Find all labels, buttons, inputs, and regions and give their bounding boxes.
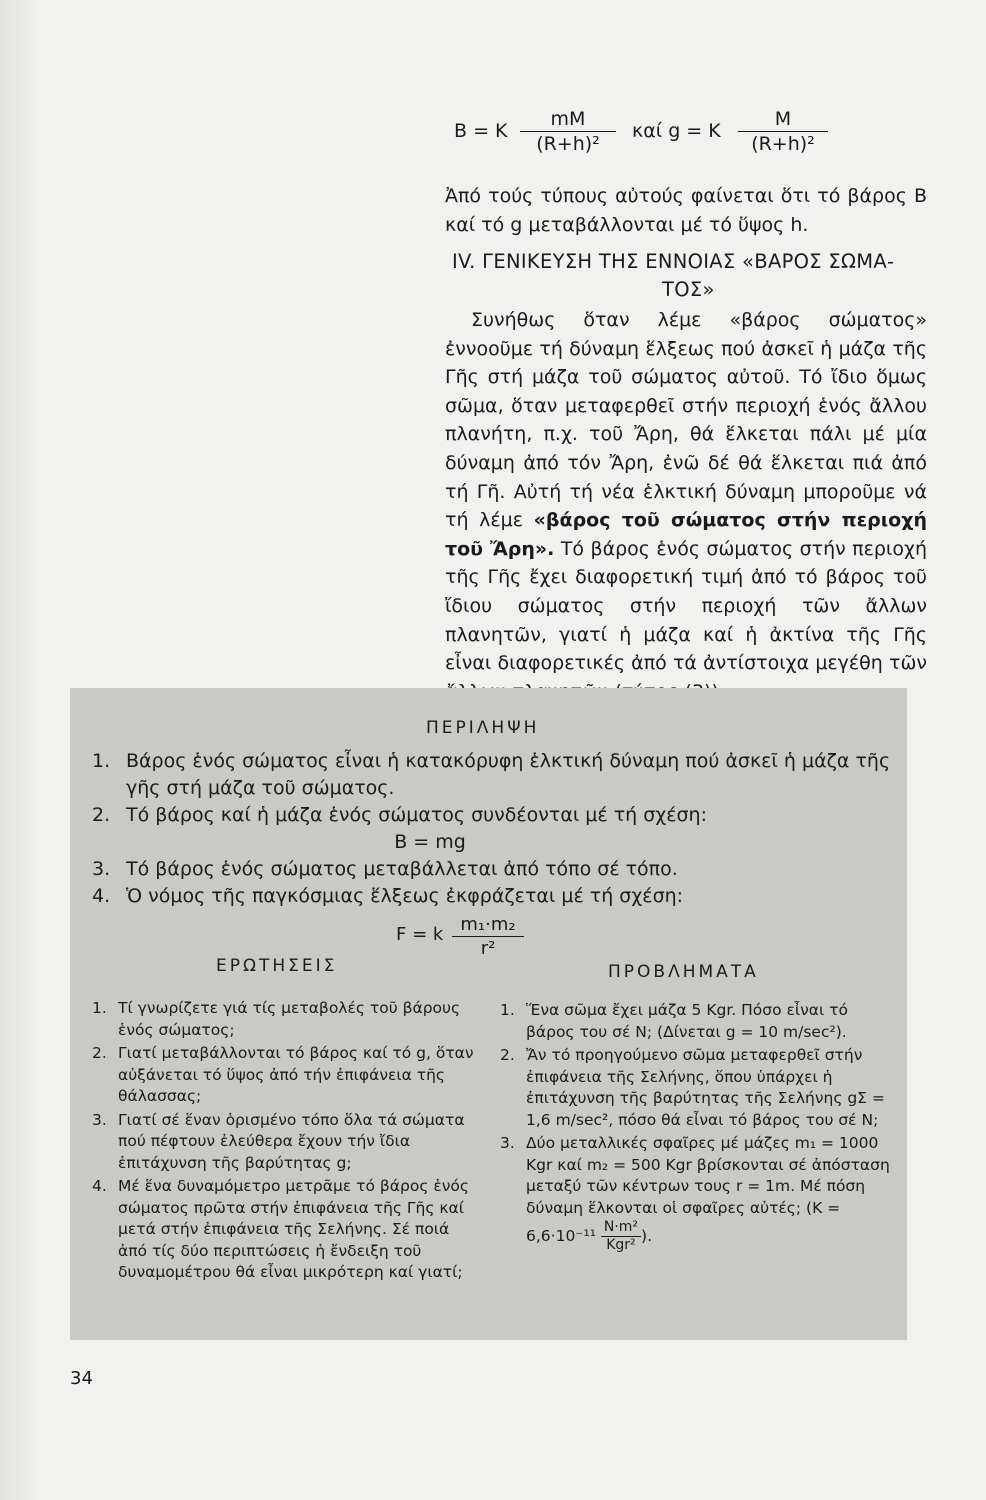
weight-numerator: mM — [520, 108, 616, 132]
summary-item-number: 1. — [92, 750, 111, 772]
unit-numerator: N·m² — [601, 1219, 641, 1237]
summary-item — [92, 883, 908, 910]
problem-text: Δύο μεταλλικές σφαῖρες μέ μάζες m₁ = 1000 Kgr καί m₂ = 500 Kgr βρίσκονται σέ ἀπόσταση μεταξύ τῶν κέντρων τους r = 1m. Μέ πόση δύναμη ἕλκονται οἱ σφαῖρες αὐτές; (K = 6,6·10⁻¹¹ — [526, 1134, 890, 1245]
summary-item — [92, 748, 908, 802]
gravitation-numerator: m₁·m₂ — [452, 914, 524, 937]
question-number: 2. — [92, 1044, 107, 1062]
gravitation-fraction — [452, 914, 524, 959]
question-text: Μέ ἕνα δυναμόμετρο μετρᾶμε τό βάρος ἑνός σώματος πρῶτα στήν ἐπιφάνεια τῆς Γῆς καί μετά στήν ἐπιφάνεια τῆς Σελήνης. Σέ ποιά ἀπό τίς δύο περιπτώσεις ἡ ἔνδειξη τοῦ δυναμομέτρου θά εἶναι μικρότερη καί γιατί; — [118, 1177, 469, 1281]
summary-item-text: Βάρος ἑνός σώματος εἶναι ἡ κατακόρυφη ἑλκτική δύναμη πού ἀσκεῖ ἡ μάζα τῆς γῆς στή μάζα τοῦ σώματος. — [126, 750, 891, 799]
summary-item-number: 2. — [92, 804, 111, 826]
weight-formula-lhs: B = K — [454, 120, 508, 142]
summary-item — [92, 856, 908, 883]
question-item — [92, 998, 474, 1041]
weight-formulas — [454, 108, 924, 172]
problem-number: 2. — [500, 1046, 515, 1064]
unit-closing: ). — [641, 1227, 653, 1245]
paragraph-1-text: Ἀπό τούς τύπους αὐτούς φαίνεται ὅτι τό βάρος B καί τό g μεταβάλλονται μέ τό ὕψος h. — [445, 185, 927, 236]
problem-item — [500, 1133, 890, 1254]
question-number: 1. — [92, 999, 107, 1017]
weight-denominator: (R+h)² — [536, 133, 600, 155]
unit-denominator: Kgr² — [606, 1237, 636, 1253]
summary-item-text: Τό βάρος καί ἡ μάζα ἑνός σώματος συνδέονται μέ τή σχέση: — [126, 804, 708, 826]
summary-item-number: 3. — [92, 858, 111, 880]
page-number: 34 — [70, 1368, 93, 1389]
paragraph-height-dependence — [445, 182, 927, 240]
problem-number: 1. — [500, 1001, 515, 1019]
questions-list — [92, 998, 474, 1286]
heading-line-1: IV. ΓΕΝΙΚΕΥΣΗ ΤΗΣ ΕΝΝΟΙΑΣ «ΒΑΡΟΣ ΣΩΜΑ- — [452, 250, 895, 273]
problem-number: 3. — [500, 1134, 515, 1152]
summary-item-text: Ὁ νόμος τῆς παγκόσμιας ἕλξεως ἐκφράζεται μέ τή σχέση: — [126, 885, 684, 907]
gravitation-denominator: r² — [480, 938, 496, 959]
heading-line-2: ΤΟΣ» — [662, 278, 715, 301]
summary-item — [92, 802, 908, 829]
page-edge-shadow — [0, 0, 40, 1500]
question-text: Γιατί σέ ἕναν ὁρισμένο τόπο ὅλα τά σώματα πού πέφτουν ἐλεύθερα ἔχουν τήν ἴδια ἐπιτάχυνση τῆς βαρύτητας g; — [118, 1110, 465, 1172]
paragraph-weight-generalization — [445, 306, 927, 706]
question-item — [92, 1176, 474, 1284]
g-formula-lhs: καί g = K — [632, 120, 721, 142]
weight-fraction — [520, 108, 616, 155]
problems-list — [500, 1000, 890, 1256]
summary-title: ΠΕΡΙΛΗΨΗ — [426, 718, 540, 738]
paragraph-2-bold-term: «βάρος τοῦ σώματος στήν περιοχή τοῦ Ἄρη». — [445, 509, 928, 560]
question-text: Γιατί μεταβάλλονται τό βάρος καί τό g, ὅταν αὐξάνεται τό ὕψος ἀπό τήν ἐπιφάνεια τῆς θάλασσας; — [118, 1044, 474, 1105]
gravitation-law-formula — [396, 914, 546, 964]
summary-item-text: Τό βάρος ἑνός σώματος μεταβάλλεται ἀπό τόπο σέ τόπο. — [126, 858, 678, 880]
summary-list — [92, 748, 908, 910]
section-heading-iv — [452, 248, 930, 304]
problem-item — [500, 1000, 890, 1043]
g-numerator: M — [738, 108, 828, 132]
g-fraction — [738, 108, 828, 155]
paragraph-2 — [445, 306, 927, 706]
problem-item — [500, 1045, 890, 1131]
question-item — [92, 1043, 474, 1108]
question-text: Τί γνωρίζετε γιά τίς μεταβολές τοῦ βάρους ἑνός σώματος; — [118, 999, 461, 1039]
problem-text: Ἄν τό προηγούμενο σῶμα μεταφερθεῖ στήν ἐπιφάνεια τῆς Σελήνης, ὅπου ὑπάρχει ἡ ἐπιτάχυνση τῆς βαρύτητας τῆς Σελήνης gΣ = 1,6 m/sec², πόσο θά εἶναι τό βάρος του σέ N; — [526, 1046, 885, 1129]
weight-mass-formula: B = mg — [394, 831, 466, 853]
paragraph-2-text-a: Συνήθως ὅταν λέμε «βάρος σώματος» ἐννοοῦμε τή δύναμη ἕλξεως πού ἀσκεῖ ἡ μάζα τῆς Γῆς στή μάζα τοῦ σώματος αὐτοῦ. Τό ἴδιο ὅμως σῶμα, ὅταν μεταφερθεῖ στήν περιοχή ἑνός ἄλλου πλανήτη, π.χ. τοῦ Ἄρη, θά ἕλκεται πάλι μέ μία δύναμη ἀπό τόν Ἄρη, ἐνῶ δέ θά ἕλκεται πιά ἀπό τή Γῆ. Αὐτή τή νέα ἑλκτική δύναμη μποροῦμε νά τή λέμε — [445, 309, 927, 532]
problems-title: ΠΡΟΒΛΗΜΑΤΑ — [608, 962, 759, 982]
question-number: 4. — [92, 1177, 107, 1195]
question-number: 3. — [92, 1110, 107, 1129]
summary-item-number: 4. — [92, 885, 111, 907]
gravitation-lhs: F = k — [396, 924, 444, 945]
constant-unit-fraction — [601, 1219, 641, 1254]
paragraph-2-text-b: Τό βάρος ἑνός σώματος στήν περιοχή τῆς Γῆς ἔχει διαφορετική τιμή ἀπό τό βάρος τοῦ ἴδιου σώματος στήν περιοχή τῶν ἄλλων πλανητῶν, γιατί ἡ μάζα καί ἡ ἀκτίνα τῆς Γῆς εἶναι διαφορετικές ἀπό τά ἀντίστοιχα μεγέθη τῶν — [445, 537, 927, 675]
question-item — [92, 1110, 474, 1175]
questions-title: ΕΡΩΤΗΣΕΙΣ — [216, 956, 338, 976]
g-denominator: (R+h)² — [751, 133, 815, 155]
problem-text: Ἕνα σῶμα ἔχει μάζα 5 Kgr. Πόσο εἶναι τό βάρος του σέ N; (Δίνεται g = 10 m/sec²). — [526, 1001, 848, 1041]
